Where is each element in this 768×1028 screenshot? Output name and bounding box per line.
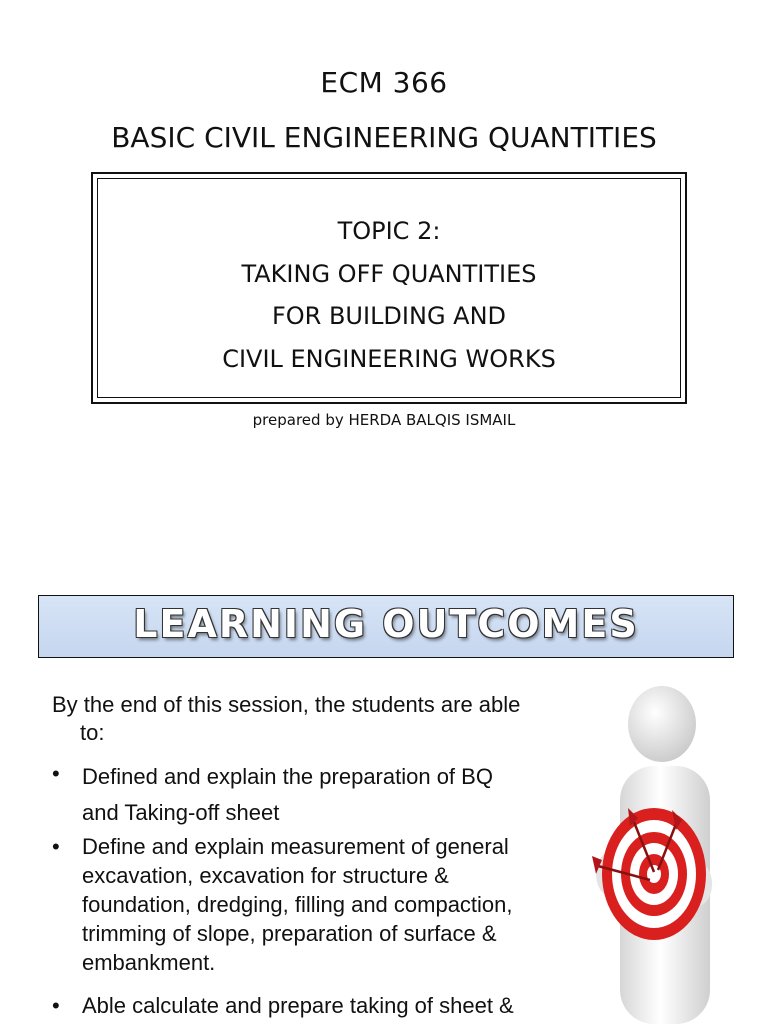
bullet-item-2: [52, 832, 592, 977]
prepared-by: prepared by HERDA BALQIS ISMAIL: [252, 411, 516, 429]
person-target-icon: [592, 684, 768, 1024]
bullet-item-1: [52, 759, 592, 831]
topic-line-3: FOR BUILDING AND: [271, 302, 507, 330]
bullet-dot: •: [52, 834, 60, 859]
bullet-2-line-5: embankment.: [82, 950, 216, 975]
bullet-dot: •: [52, 761, 60, 786]
intro-text: [52, 691, 612, 747]
topic-line-2: TAKING OFF QUANTITIES: [241, 260, 537, 288]
topic-box: [91, 172, 687, 404]
course-code: ECM 366: [320, 66, 448, 99]
bullet-1-line-2: and Taking-off sheet: [82, 800, 280, 825]
learning-outcomes-banner: [38, 595, 734, 658]
intro-line-1: By the end of this session, the students are able: [52, 692, 521, 717]
bullet-dot: •: [52, 993, 60, 1018]
topic-line-1: TOPIC 2:: [337, 217, 441, 245]
bullet-1-line-1: Defined and explain the preparation of BQ: [82, 764, 493, 789]
bullet-2-line-4: trimming of slope, preparation of surface &: [82, 921, 497, 946]
topic-line-4: CIVIL ENGINEERING WORKS: [222, 345, 556, 373]
intro-line-2: to:: [80, 720, 105, 745]
bullet-2-line-1: Define and explain measurement of general: [82, 834, 509, 859]
bullet-2-line-2: excavation, excavation for structure &: [82, 863, 449, 888]
bullet-item-3: [52, 991, 592, 1020]
learning-outcomes-title: LEARNING OUTCOMES: [133, 602, 639, 646]
bullet-2-line-3: foundation, dredging, filling and compaction,: [82, 892, 513, 917]
course-title: BASIC CIVIL ENGINEERING QUANTITIES: [111, 121, 657, 154]
bullet-3-line-1: Able calculate and prepare taking of sheet &: [82, 993, 514, 1018]
